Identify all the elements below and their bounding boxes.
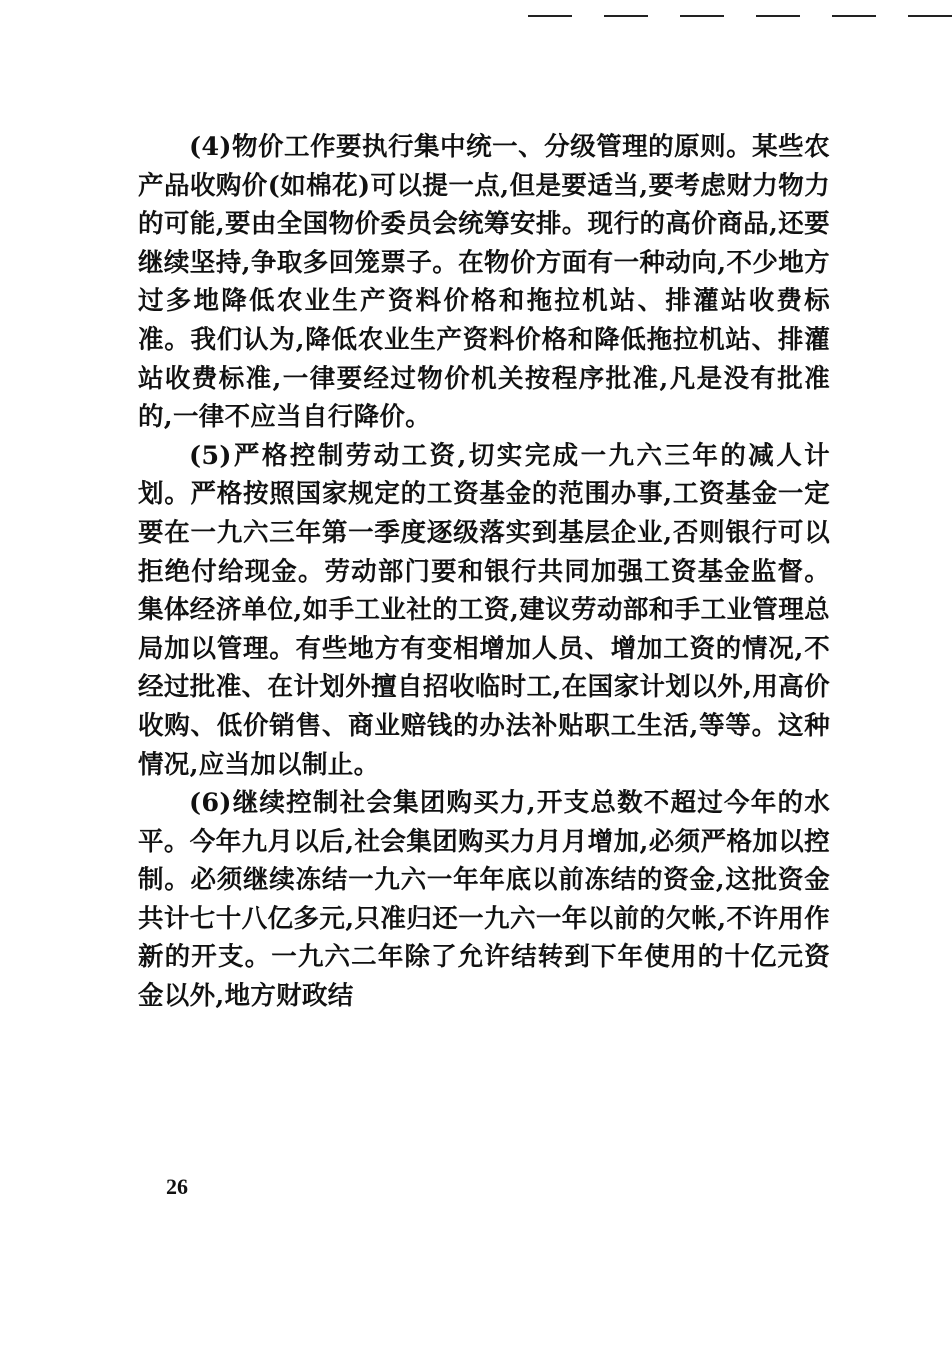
header-rule: [528, 15, 952, 17]
paragraph-5: (5)严格控制劳动工资,切实完成一九六三年的减人计划。严格按照国家规定的工资基金的范围办事,工资基金一定要在一九六三年第一季度逐级落实到基层企业,否则银行可以拒绝付给现金。劳动部门要和银行共同加强工资基金监督。集体经济单位,如手工业社的工资,建议劳动部和手工业管理总局加以管理。有些地方有变相增加人员、增加工资的情况,不经过批准、在计划外擅自招收临时工,在国家计划以外,用高价收购、低价销售、商业赔钱的办法补贴职工生活,等等。这种情况,应当加以制止。: [138, 440, 830, 780]
page-body: [138, 128, 830, 1016]
page-number: 26: [166, 1174, 188, 1199]
paragraph-4: (4)物价工作要执行集中统一、分级管理的原则。某些农产品收购价(如棉花)可以提一点,但是要适当,要考虑财力物力的可能,要由全国物价委员会统筹安排。现行的高价商品,还要继续坚持,争取多回笼票子。在物价方面有一种动向,不少地方过多地降低农业生产资料价格和拖拉机站、排灌站收费标准。我们认为,降低农业生产资料价格和降低拖拉机站、排灌站收费标准,一律要经过物价机关按程序批准,凡是没有批准的,一律不应当自行降价。: [138, 132, 830, 433]
paragraph-6: (6)继续控制社会集团购买力,开支总数不超过今年的水平。今年九月以后,社会集团购买力月月增加,必须严格加以控制。必须继续冻结一九六一年年底以前冻结的资金,这批资金共计七十八亿多元,只准归还一九六一年以前的欠帐,不许用作新的开支。一九六二年除了允许结转到下年使用的十亿元资金以外,地方财政结: [138, 788, 830, 1012]
